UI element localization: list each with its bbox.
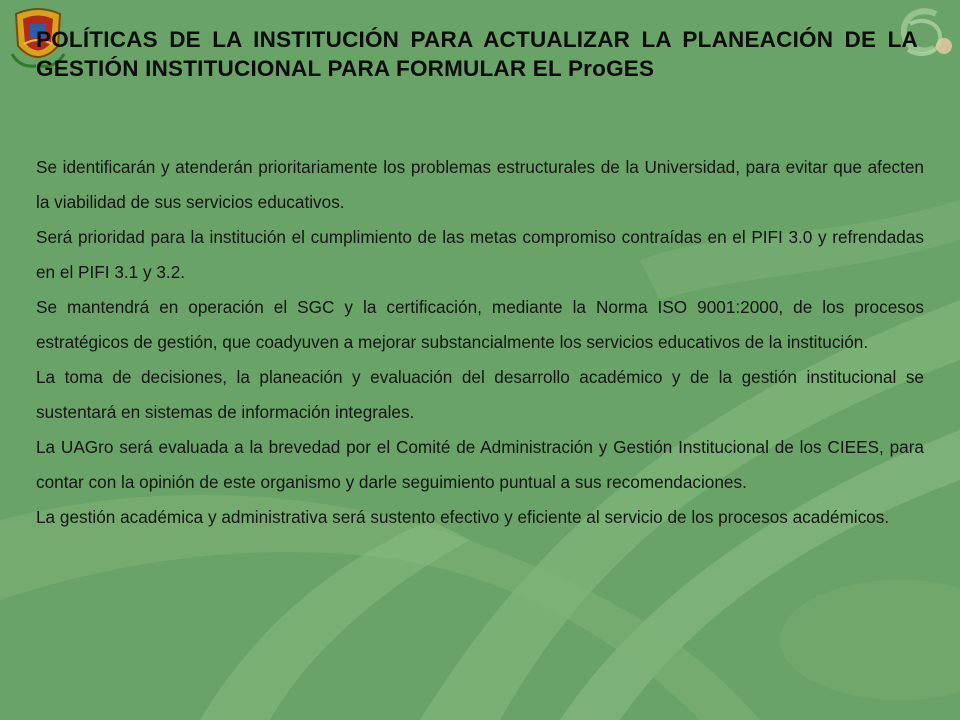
policy-paragraph: La toma de decisiones, la planeación y evaluación del desarrollo académico y de la gestión institucional se sustentará en sistemas de información integrales. bbox=[36, 367, 924, 422]
policy-list bbox=[36, 150, 924, 535]
policy-paragraph: Se mantendrá en operación el SGC y la certificación, mediante la Norma ISO 9001:2000, de los procesos estratégicos de gestión, que coadyuven a mejorar substancialmente los servicios educativos de la institución. bbox=[36, 297, 924, 352]
slide-title: POLÍTICAS DE LA INSTITUCIÓN PARA ACTUALIZAR LA PLANEACIÓN DE LA GESTIÓN INSTITUCIONAL PARA FORMULAR EL ProGES bbox=[36, 27, 918, 81]
policy-paragraph: Se identificarán y atenderán prioritariamente los problemas estructurales de la Universidad, para evitar que afecten la viabilidad de sus servicios educativos. bbox=[36, 157, 924, 212]
policy-paragraph: La gestión académica y administrativa será sustento efectivo y eficiente al servicio de los procesos académicos. bbox=[36, 507, 890, 527]
policy-paragraph: Será prioridad para la institución el cumplimiento de las metas compromiso contraídas en el PIFI 3.0 y refrendadas en el PIFI 3.1 y 3.2. bbox=[36, 227, 924, 282]
policy-paragraph: La UAGro será evaluada a la brevedad por el Comité de Administración y Gestión Institucional de los CIEES, para contar con la opinión de este organismo y darle seguimiento puntual a sus recomendaciones. bbox=[36, 437, 924, 492]
